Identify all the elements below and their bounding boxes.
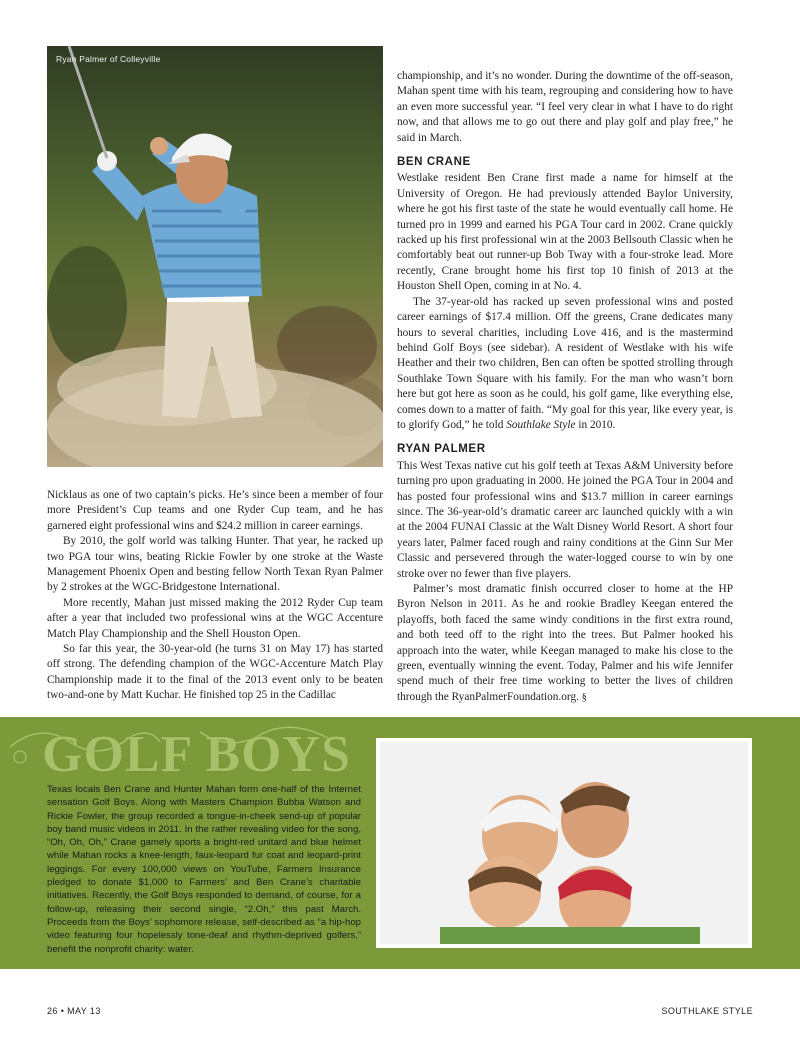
sidebar-title: GOLF BOYS (42, 726, 352, 783)
sidebar-text: Texas locals Ben Crane and Hunter Mahan form one-half of the Internet sensation Golf Boys. Along with Masters Champion Bubba Watson and Rickie Fowler, the group recorded a tongue-in-cheek send-up of popular boy band music videos in 2011. In the rather revealing video for the song, “Oh, Oh, Oh,” Crane gamely sports a bright-red unitard and blue helmet while Mahan rocks a knee-length, faux-leopard fur coat and leopard-print leggings. For every 100,000 views on YouTube, Farmers Insurance pledged to donate $1,000 to Farmers’ and Ben Crane’s charitable initiatives. Recently, the Golf Boys responded to demand, of course, for a follow-up, releasing their second single, “2.Oh,” this past March. Proceeds from the Boys’ sophomore release, self-described as “a hip-hop video featuring four hopelessly tone-deaf and rhythm-deprived golfers,” benefit the nonprofit charity: water. (47, 784, 361, 955)
magazine-name: Southlake Style (506, 418, 576, 431)
body-paragraph: More recently, Mahan just missed making the 2012 Ryder Cup team after a year that included two professional wins at the WGC Accenture Match Play Championship and the Shell Houston Open. (47, 596, 383, 640)
text-run: Palmer’s most dramatic finish occurred closer to home at the HP Byron Nelson in 2011. As he and rookie Bradley Keegan entered the playoffs, both faced the same windy conditions in the first extra round, and both teed off to the right into the trees. But Palmer hooked his approach into the water, while Keegan managed to make his close to the green, eventually winning the event. Today, Palmer and his wife Jennifer spend much of their free time working to better the lives of children through the RyanPalmerFoundation.org. (397, 583, 733, 703)
golfer-illustration (47, 46, 383, 467)
text-run: The 37-year-old has racked up seven professional wins and posted career earnings of $17.4 million. Off the greens, Crane dedicates many hours to several charities, including Love 416, and is the mastermind behind Golf Boys (see sidebar). A resident of Westlake with his wife Heather and their two children, Ben can often be spotted strolling through Southlake Town Square with his family. For the man who wasn’t born here but got here as soon as he could, his golf game, like everything else, comes down to a matter of faith. “My goal for this year, like every year, is to glorify God,” he told (397, 295, 733, 431)
photo-caption: Ryan Palmer of Colleyville (56, 54, 161, 64)
body-paragraph: Nicklaus as one of two captain’s picks. He’s since been a member of four more President’s Cup teams and one Ryder Cup team, and he has garnered eight professional wins and $24.2 million in career earnings. (47, 489, 383, 532)
right-column (397, 69, 733, 705)
end-mark-icon: § (581, 691, 587, 703)
body-paragraph: championship, and it’s no wonder. During the downtime of the off-season, Mahan spent time with his team, regrouping and considering how to have an even more successful year. “I feel very clear in what I have to do right now, and that allows me to go out there and play golf and play free,” he said in March. (397, 70, 733, 144)
magazine-footer: SOUTHLAKE STYLE (661, 1006, 753, 1016)
body-paragraph (397, 295, 733, 434)
body-paragraph: This West Texas native cut his golf teeth at Texas A&M University before turning pro upon graduating in 2000. He joined the PGA Tour in 2004 and has posted four professional wins and $13.7 million in career earnings since. The 36-year-old’s dramatic career arc launched quickly with a win at the 2004 FUNAI Classic at the Walt Disney World Resort. A short four years later, Palmer faced rough and rainy conditions at the Ginn Sur Mer Classic and persevered through the water-logged course to win by one stroke over no fewer than five players. (397, 459, 733, 580)
golfer-photo (47, 46, 383, 467)
section-heading-ryan-palmer: RYAN PALMER (397, 443, 486, 456)
body-paragraph: Westlake resident Ben Crane first made a name for himself at the University of Oregon. He had previously attended Baylor University, where he got his first taste of the state he would eventually call home. He turned pro in 1999 and earned his PGA Tour card in 2002. Crane quickly racked up his first professional win at the 2003 Bellsouth Classic when he comfortably beat out runner-up Bob Tway with a four-stroke lead. More recently, Crane brought home his first top 10 finish of 2013 at the Houston Shell Open, coming in at No. 4. (397, 172, 733, 293)
section-heading-ben-crane: BEN CRANE (397, 156, 471, 169)
left-column (47, 488, 383, 704)
body-paragraph: By 2010, the golf world was talking Hunter. That year, he racked up two PGA tour wins, beating Rickie Fowler by one stroke at the Waste Management Phoenix Open and besting fellow North Texan Ryan Palmer by 2 strokes at the WGC-Bridgestone International. (47, 535, 383, 594)
page-folio: 26 • MAY 13 (47, 1006, 101, 1016)
body-paragraph: So far this year, the 30-year-old (he turns 31 on May 17) has started off strong. The defending champion of the WGC-Accenture Match Play Championship made it to the final of the 2013 event only to be beaten two-and-one by Matt Kuchar. He finished top 25 in the Cadillac (47, 643, 383, 702)
golf-boys-illustration (380, 742, 748, 944)
text-run: in 2010. (575, 418, 616, 431)
body-paragraph (397, 582, 733, 705)
golf-boys-photo (376, 738, 752, 948)
